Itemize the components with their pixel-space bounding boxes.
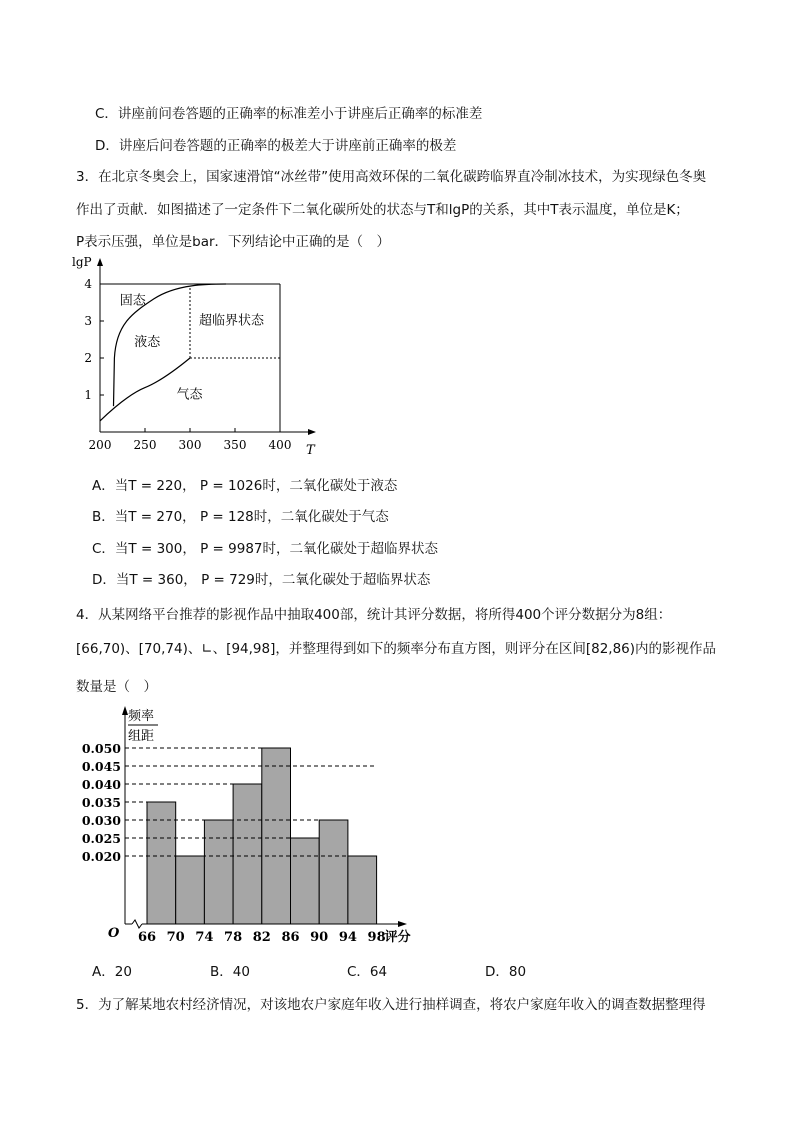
y-tick-label: 0.035 bbox=[81, 795, 121, 810]
y-axis-arrow bbox=[97, 258, 103, 266]
q3-stem-line3: P表示压强，单位是bar．下列结论中正确的是（ ） bbox=[76, 234, 391, 250]
x-tick-label: 300 bbox=[178, 438, 202, 452]
q2-option-d: D．讲座后问卷答题的正确率的极差大于讲座前正确率的极差 bbox=[95, 138, 457, 154]
q3-option-c: C．当T = 300， P = 9987时，二氧化碳处于超临界状态 bbox=[92, 541, 439, 557]
q4-stem-line1: 4．从某网络平台推荐的影视作品中抽取400部，统计其评分数据，将所得400个评分数据分为8组： bbox=[76, 607, 672, 623]
y-tick-label: 0.025 bbox=[81, 831, 121, 846]
x-tick-label: 74 bbox=[195, 930, 214, 945]
x-tick-label: 98 bbox=[367, 930, 386, 945]
x-tick-label: 86 bbox=[281, 930, 300, 945]
region-gas: 气态 bbox=[176, 387, 203, 403]
y-label-denominator: 组距 bbox=[128, 729, 155, 744]
x-tick-label: 400 bbox=[268, 438, 292, 452]
q3-stem-line2: 作出了贡献．如图描述了一定条件下二氧化碳所处的状态与T和lgP的关系，其中T表示温度，单位是K； bbox=[76, 202, 689, 218]
x-axis-arrow bbox=[308, 429, 316, 435]
q4-option-d: D．80 bbox=[485, 964, 527, 980]
frequency-histogram bbox=[70, 700, 440, 950]
q4-stem-line2: [66,70)、[70,74)、∟、[94,98]，并整理得到如下的频率分布直方图，则评分在区间[82,86)内的影视作品 bbox=[76, 641, 717, 657]
region-liquid: 液态 bbox=[134, 335, 161, 351]
q5-stem-line1: 5．为了解某地农村经济情况，对该地农户家庭年收入进行抽样调查，将农户家庭年收入的调查数据整理得 bbox=[76, 997, 706, 1013]
q3-stem-line1: 3．在北京冬奥会上，国家速滑馆“冰丝带”使用高效环保的二氧化碳跨临界直冷制冰技术，为实现绿色冬奥 bbox=[76, 169, 707, 185]
y-tick-label: 2 bbox=[84, 351, 92, 365]
x-tick-label: 94 bbox=[338, 930, 357, 945]
y-tick-label: 1 bbox=[84, 388, 92, 402]
x-axis-label: T bbox=[306, 443, 315, 458]
y-axis-label: lgP bbox=[72, 255, 92, 269]
q4-option-c: C．64 bbox=[347, 964, 388, 980]
q2-option-c: C．讲座前问卷答题的正确率的标准差小于讲座后正确率的标准差 bbox=[95, 106, 483, 122]
y-tick-label: 0.050 bbox=[81, 741, 121, 756]
region-supercritical: 超临界状态 bbox=[199, 313, 265, 329]
histogram-bar bbox=[233, 784, 262, 924]
x-tick-label: 250 bbox=[133, 438, 157, 452]
axis-break-mark bbox=[132, 920, 142, 928]
x-tick-label: 350 bbox=[223, 438, 247, 452]
y-tick-label: 4 bbox=[84, 277, 92, 291]
x-tick-label: 78 bbox=[224, 930, 243, 945]
q4-option-b: B．40 bbox=[210, 964, 250, 980]
x-tick-label: 70 bbox=[166, 930, 185, 945]
y-tick-label: 0.020 bbox=[81, 849, 121, 864]
x-axis-arrow bbox=[398, 921, 407, 927]
y-tick-label: 0.045 bbox=[81, 759, 121, 774]
histogram-bar bbox=[262, 748, 291, 924]
q4-option-a: A．20 bbox=[92, 964, 132, 980]
q3-option-a: A．当T = 220， P = 1026时，二氧化碳处于液态 bbox=[92, 478, 398, 494]
x-tick-label: 200 bbox=[88, 438, 112, 452]
region-solid: 固态 bbox=[119, 293, 146, 309]
q3-option-d: D．当T = 360， P = 729时，二氧化碳处于超临界状态 bbox=[92, 572, 431, 588]
x-tick-label: 90 bbox=[310, 930, 329, 945]
histogram-bar bbox=[348, 856, 377, 924]
y-label-numerator: 频率 bbox=[128, 709, 155, 724]
q3-option-b: B．当T = 270， P = 128时，二氧化碳处于气态 bbox=[92, 509, 389, 525]
histogram-bar bbox=[319, 820, 348, 924]
histogram-bar bbox=[176, 856, 205, 924]
x-tick-label: 66 bbox=[137, 930, 157, 945]
histogram-bar bbox=[291, 838, 320, 924]
y-tick-label: 0.040 bbox=[81, 777, 121, 792]
histogram-bar bbox=[204, 820, 233, 924]
phase-diagram bbox=[70, 252, 330, 462]
y-tick-label: 3 bbox=[84, 314, 92, 328]
q4-stem-line3: 数量是（ ） bbox=[76, 679, 157, 695]
x-tick-label: 82 bbox=[252, 930, 271, 945]
origin-label: O bbox=[108, 926, 120, 941]
x-axis-label: 评分 bbox=[384, 930, 411, 945]
y-tick-label: 0.030 bbox=[81, 813, 121, 828]
